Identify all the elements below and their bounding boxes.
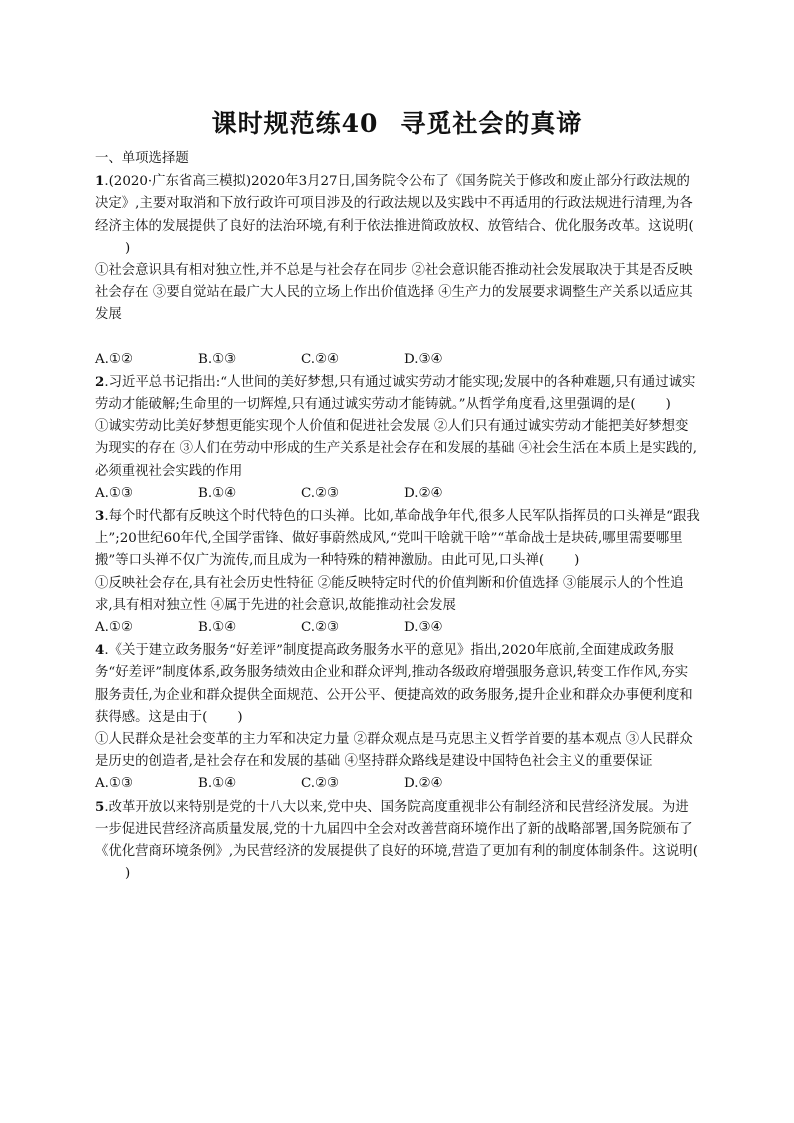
- options-row: [95, 349, 701, 371]
- option-c: C.②③: [301, 485, 340, 501]
- option-a: A.①③: [95, 485, 133, 501]
- question-text: .《关于建立政务服务“好差评”制度提高政务服务水平的意见》指出,2020年底前,全面建成政务服务“好差评”制度体系,政务服务绩效由企业和群众评判,推动各级政府增强服务意识,转变工作作风,夯实服务责任,为企业和群众提供全面规范、公开公平、便捷高效的政务服务,提升企业和群众办事便利度和获得感。这是由于(: [95, 643, 693, 725]
- section-heading: 一、单项选择题: [95, 151, 189, 166]
- option-d: D.③④: [404, 351, 443, 367]
- option-c: C.②④: [301, 351, 340, 367]
- option-a: A.①②: [95, 351, 133, 367]
- question-2: [95, 371, 701, 505]
- option-b: B.①④: [198, 776, 237, 792]
- option-d: D.③④: [404, 620, 443, 636]
- title-main: 课时规范练40: [211, 109, 379, 138]
- question-statements: ①反映社会存在,具有社会历史性特征 ②能反映特定时代的价值判断和价值选择 ③能展示人的个性追求,具有相对独立性 ④属于先进的社会意识,故能推动社会发展: [95, 575, 684, 613]
- question-number: 5: [95, 798, 105, 815]
- option-a: A.①③: [95, 776, 133, 792]
- option-a: A.①②: [95, 620, 133, 636]
- option-b: B.①④: [198, 620, 237, 636]
- option-b: B.①③: [198, 351, 237, 367]
- question-paren-close: ): [125, 240, 131, 256]
- question-statements: ①社会意识具有相对独立性,并不总是与社会存在同步 ②社会意识能否推动社会发展取决于其是否反映社会存在 ③要自觉站在最广大人民的立场上作出价值选择 ④生产力的发展要求调整生产关系以适应其发展: [95, 263, 693, 323]
- question-5: [95, 796, 701, 886]
- option-c: C.②③: [301, 776, 340, 792]
- title-sub: 寻觅社会的真谛: [400, 109, 583, 138]
- question-text: .习近平总书记指出:“人世间的美好梦想,只有通过诚实劳动才能实现;发展中的各种难题,只有通过诚实劳动才能破解;生命里的一切辉煌,只有通过诚实劳动才能铸就。”从哲学角度看,这里强调的是(: [95, 374, 696, 413]
- question-text: .每个时代都有反映这个时代特色的口头禅。比如,革命战争年代,很多人民军队指挥员的口头禅是“跟我上”;20世纪60年代,全国学雷锋、做好事蔚然成风,“党叫干啥就干啥”“革命战士是块砖,哪里需要哪里搬”等口头禅不仅广为流传,而且成为一种特殊的精神激励。由此可见,口头禅(: [95, 509, 700, 569]
- question-number: 1: [95, 173, 105, 190]
- question-paren-close: ): [574, 553, 580, 569]
- question-text: .(2020·广东省高三模拟)2020年3月27日,国务院令公布了《国务院关于修改和废止部分行政法规的决定》,主要对取消和下放行政许可项目涉及的行政法规以及实践中不再适用的行政法规进行清理,为各经济主体的发展提供了良好的法治环境,有利于依法推进简政放权、放管结合、优化服务改革。这说明(: [95, 174, 694, 234]
- option-b: B.①④: [198, 485, 237, 501]
- question-text: .改革开放以来特别是党的十八大以来,党中央、国务院高度重视非公有制经济和民营经济发展。为进一步促进民营经济高质量发展,党的十九届四中全会对改善营商环境作出了新的战略部署,国务院颁布了《优化营商环境条例》,为民营经济的发展提供了良好的环境,营造了更加有利的制度体制条件。这说明(: [95, 799, 698, 860]
- question-3: [95, 505, 701, 639]
- question-4: [95, 639, 701, 795]
- option-d: D.②④: [404, 485, 443, 501]
- question-1: [95, 170, 701, 371]
- options-row: [95, 617, 701, 639]
- question-statements: ①人民群众是社会变革的主力军和决定力量 ②群众观点是马克思主义哲学首要的基本观点 ③人民群众是历史的创造者,是社会存在和发展的基础 ④坚持群众路线是建设中国特色社会主义的重要保证: [95, 732, 693, 770]
- options-row: [95, 773, 701, 795]
- question-paren-close: ): [125, 866, 131, 882]
- question-number: 2: [95, 373, 105, 390]
- question-statements: ①诚实劳动比美好梦想更能实现个人价值和促进社会发展 ②人们只有通过诚实劳动才能把美好梦想变为现实的存在 ③人们在劳动中形成的生产关系是社会存在和发展的基础 ④社会生活在本质上是实践的,必须重视社会实践的作用: [95, 419, 697, 479]
- question-number: 3: [95, 508, 105, 525]
- question-paren-close: ): [237, 709, 243, 725]
- options-row: [95, 483, 701, 505]
- question-paren-close: ): [665, 397, 671, 413]
- page-title: [0, 104, 794, 140]
- question-number: 4: [95, 642, 105, 659]
- content: [95, 148, 701, 886]
- option-d: D.②④: [404, 776, 443, 792]
- option-c: C.②③: [301, 620, 340, 636]
